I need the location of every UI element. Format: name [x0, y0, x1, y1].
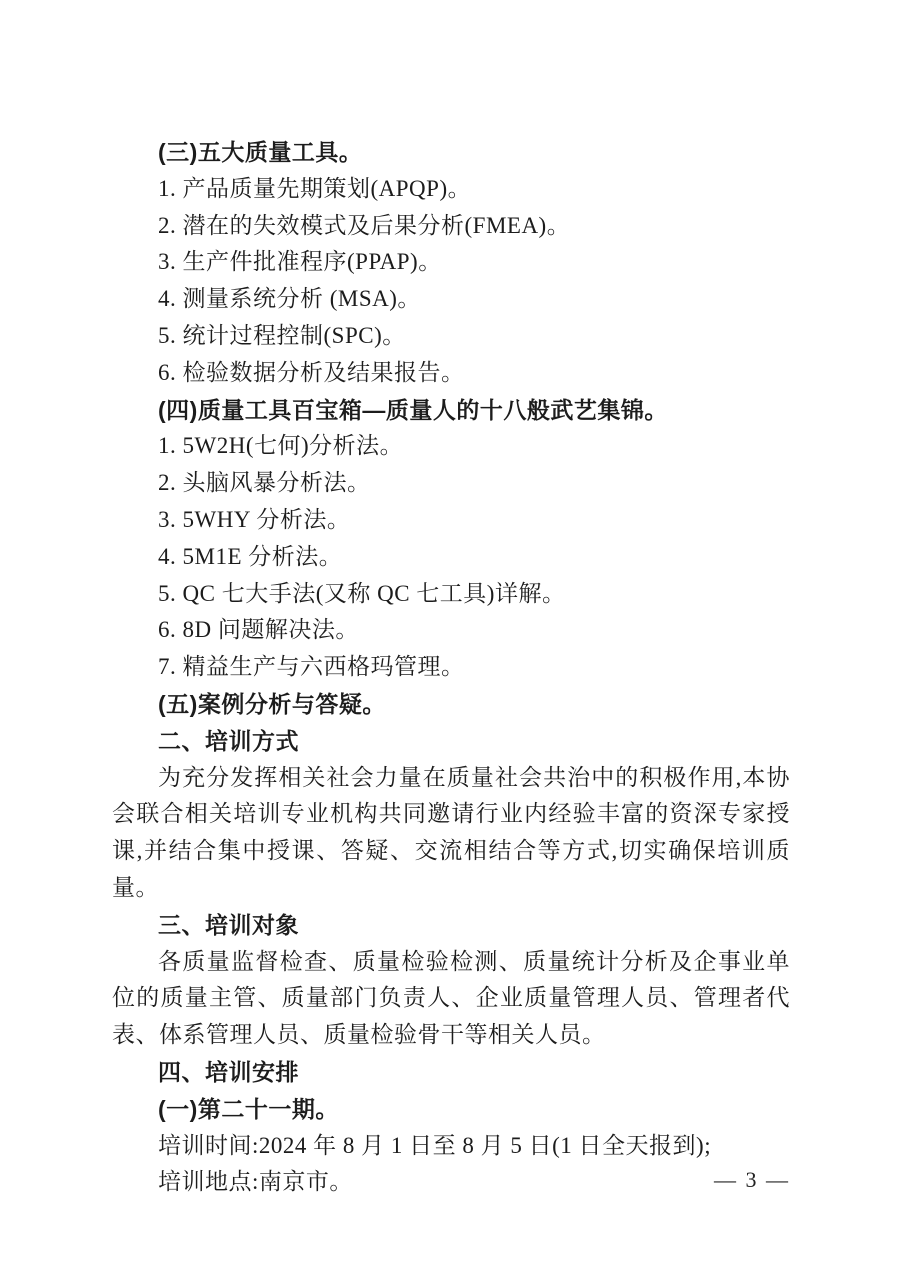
chapter-heading-training-schedule: 四、培训安排	[158, 1058, 299, 1085]
document-body	[112, 134, 790, 1201]
list-item: 5. QC 七大手法(又称 QC 七工具)详解。	[158, 580, 566, 606]
training-time-line: 培训时间:2024 年 8 月 1 日至 8 月 5 日(1 日全天报到);	[158, 1132, 712, 1158]
subsection-heading-session-21: (一)第二十一期。	[158, 1095, 339, 1122]
section-heading-5: (五)案例分析与答疑。	[158, 690, 386, 717]
list-item: 1. 产品质量先期策划(APQP)。	[158, 175, 472, 201]
list-item: 7. 精益生产与六西格玛管理。	[158, 654, 465, 680]
section-heading-3: (三)五大质量工具。	[158, 139, 363, 165]
list-item: 4. 测量系统分析 (MSA)。	[158, 286, 421, 312]
paragraph-training-method: 为充分发挥相关社会力量在质量社会共治中的积极作用,本协会联合相关培训专业机构共同邀请行业内经验丰富的资深专家授课,并结合集中授课、答疑、交流相结合等方式,切实确保培训质量。	[112, 764, 790, 900]
list-item: 6. 检验数据分析及结果报告。	[158, 359, 465, 385]
training-location-line: 培训地点:南京市。	[158, 1169, 353, 1195]
chapter-heading-training-method: 二、培训方式	[158, 727, 299, 754]
list-item: 5. 统计过程控制(SPC)。	[158, 322, 406, 348]
list-item: 3. 生产件批准程序(PPAP)。	[158, 249, 442, 275]
section-heading-4: (四)质量工具百宝箱—质量人的十八般武艺集锦。	[158, 396, 668, 423]
list-item: 1. 5W2H(七何)分析法。	[158, 433, 404, 459]
list-item: 2. 头脑风暴分析法。	[158, 470, 371, 496]
list-item: 6. 8D 问题解决法。	[158, 617, 359, 643]
page-number: — 3 —	[714, 1167, 790, 1192]
list-item: 2. 潜在的失效模式及后果分析(FMEA)。	[158, 212, 571, 238]
paragraph-training-target: 各质量监督检查、质量检验检测、质量统计分析及企事业单位的质量主管、质量部门负责人、企业质量管理人员、管理者代表、体系管理人员、质量检验骨干等相关人员。	[112, 948, 790, 1048]
chapter-heading-training-target: 三、培训对象	[158, 911, 299, 938]
list-item: 4. 5M1E 分析法。	[158, 543, 343, 569]
list-item: 3. 5WHY 分析法。	[158, 506, 351, 532]
